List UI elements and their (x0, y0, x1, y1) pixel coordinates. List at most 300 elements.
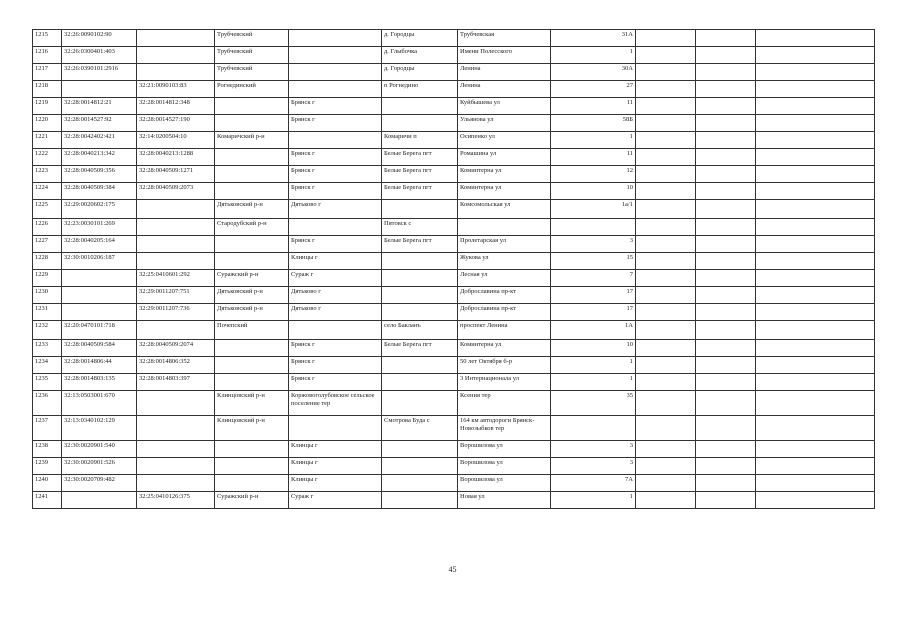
cell-empty (696, 416, 756, 441)
cell-empty (696, 458, 756, 475)
page-number: 45 (448, 565, 457, 574)
cell-city (289, 132, 382, 149)
cell-settlement: Белые Берега пгт (382, 183, 458, 200)
cell-settlement (382, 374, 458, 391)
cell-region: Дятьковский р-н (215, 287, 289, 304)
cell-num: 1233 (33, 340, 62, 357)
cell-street: Осипенко ул (458, 132, 551, 149)
cell-empty (756, 183, 875, 200)
table-row (33, 253, 875, 270)
cell-city: Клинцы г (289, 475, 382, 492)
cell-region: Трубчевский (215, 64, 289, 81)
cell-empty (636, 374, 696, 391)
cell-empty (696, 321, 756, 340)
cell-street: Доброславина пр-кт (458, 304, 551, 321)
cell-empty (636, 183, 696, 200)
cell-cad1: 32:13:0503001:670 (62, 391, 137, 416)
cell-empty (756, 47, 875, 64)
cell-house: 17 (551, 287, 636, 304)
cell-empty (756, 115, 875, 132)
cell-empty (756, 458, 875, 475)
cell-empty (756, 81, 875, 98)
cell-empty (696, 357, 756, 374)
cell-cad1: 32:29:0020602:175 (62, 200, 137, 219)
table-row (33, 81, 875, 98)
cell-region (215, 166, 289, 183)
cell-street: Ульянова ул (458, 115, 551, 132)
cell-city: Клинцы г (289, 253, 382, 270)
cell-cad1: 32:28:0042402:421 (62, 132, 137, 149)
cell-cad2: 32:28:0040509:2073 (137, 183, 215, 200)
table-row (33, 287, 875, 304)
cell-cad2: 32:28:0014803:397 (137, 374, 215, 391)
cell-empty (696, 374, 756, 391)
cell-house: 3 (551, 236, 636, 253)
table-row (33, 357, 875, 374)
cell-region: Дятьковский р-н (215, 200, 289, 219)
cell-settlement (382, 253, 458, 270)
cell-cad1: 32:30:0010206:187 (62, 253, 137, 270)
cell-street: Комсомольская ул (458, 200, 551, 219)
cell-street: Коминтерна ул (458, 166, 551, 183)
cell-cad1 (62, 304, 137, 321)
cell-house: 1 (551, 492, 636, 509)
cell-empty (696, 98, 756, 115)
cell-empty (696, 200, 756, 219)
cell-cad1: 32:26:0300401:403 (62, 47, 137, 64)
cell-city (289, 47, 382, 64)
cell-empty (696, 270, 756, 287)
cell-settlement (382, 492, 458, 509)
cell-cad2: 32:28:0040509:2074 (137, 340, 215, 357)
cell-cad1: 32:30:0020901:540 (62, 441, 137, 458)
cell-house: 27 (551, 81, 636, 98)
cell-cad2: 32:28:0014806:352 (137, 357, 215, 374)
cell-settlement (382, 287, 458, 304)
cell-empty (636, 340, 696, 357)
cell-empty (756, 149, 875, 166)
cell-cad2 (137, 441, 215, 458)
cell-cad2: 32:14:0200504:10 (137, 132, 215, 149)
cell-empty (756, 98, 875, 115)
cell-empty (636, 132, 696, 149)
table-row (33, 458, 875, 475)
table-row (33, 166, 875, 183)
table-row (33, 321, 875, 340)
cell-empty (756, 219, 875, 236)
cell-empty (756, 391, 875, 416)
cell-settlement: Пятовск с (382, 219, 458, 236)
cell-empty (636, 253, 696, 270)
cell-empty (756, 475, 875, 492)
cell-settlement (382, 458, 458, 475)
cell-street: Пролетарская ул (458, 236, 551, 253)
cell-empty (756, 492, 875, 509)
cell-house: 10 (551, 340, 636, 357)
table-row (33, 98, 875, 115)
cell-empty (756, 287, 875, 304)
cell-empty (756, 64, 875, 81)
cell-city (289, 416, 382, 441)
cell-city: Брянск г (289, 374, 382, 391)
cell-empty (696, 219, 756, 236)
cell-num: 1218 (33, 81, 62, 98)
cell-region (215, 357, 289, 374)
cell-house: 11 (551, 149, 636, 166)
cell-cad1: 32:28:0014812:21 (62, 98, 137, 115)
table-row (33, 47, 875, 64)
cell-empty (756, 357, 875, 374)
cell-house: 11 (551, 98, 636, 115)
cell-city (289, 81, 382, 98)
cell-empty (636, 81, 696, 98)
cell-empty (696, 441, 756, 458)
cell-settlement: село Бакланъ (382, 321, 458, 340)
cell-empty (756, 132, 875, 149)
cell-empty (696, 236, 756, 253)
cell-empty (696, 253, 756, 270)
cell-cad2: 32:25:0410126:375 (137, 492, 215, 509)
cell-house: 31А (551, 30, 636, 47)
cell-city: Дятьково г (289, 200, 382, 219)
cell-empty (696, 287, 756, 304)
cell-street: Трубчевская (458, 30, 551, 47)
cell-num: 1220 (33, 115, 62, 132)
cell-region (215, 98, 289, 115)
cell-empty (636, 391, 696, 416)
cell-empty (696, 183, 756, 200)
cell-cad2 (137, 47, 215, 64)
cell-cad2 (137, 475, 215, 492)
cell-region: Рогнединский (215, 81, 289, 98)
cell-empty (636, 47, 696, 64)
table-row (33, 219, 875, 236)
cell-cad2 (137, 253, 215, 270)
cell-num: 1227 (33, 236, 62, 253)
cell-settlement: Белые Берега пгт (382, 236, 458, 253)
cell-house: 3 (551, 458, 636, 475)
cell-house: 7 (551, 270, 636, 287)
cell-cad1: 32:13:0340102:129 (62, 416, 137, 441)
cell-cad1: 32:30:0020901:526 (62, 458, 137, 475)
cell-num: 1224 (33, 183, 62, 200)
cell-num: 1240 (33, 475, 62, 492)
cell-region: Трубчевский (215, 47, 289, 64)
cell-cad1: 32:26:0390101:2916 (62, 64, 137, 81)
cell-cad2: 32:29:0011207:736 (137, 304, 215, 321)
cell-settlement (382, 304, 458, 321)
cell-region: Клинцовский р-н (215, 416, 289, 441)
cell-cad1 (62, 81, 137, 98)
table-row (33, 374, 875, 391)
cell-settlement (382, 475, 458, 492)
cell-street: Лесная ул (458, 270, 551, 287)
cell-cad1: 32:20:0470101:718 (62, 321, 137, 340)
cell-empty (756, 340, 875, 357)
cell-empty (696, 81, 756, 98)
cell-empty (696, 166, 756, 183)
table-row (33, 64, 875, 81)
cell-region (215, 475, 289, 492)
cell-empty (636, 304, 696, 321)
cell-empty (756, 304, 875, 321)
cell-house (551, 219, 636, 236)
cell-house: 1 (551, 132, 636, 149)
cell-empty (756, 236, 875, 253)
table-row (33, 441, 875, 458)
cell-num: 1226 (33, 219, 62, 236)
cell-region: Стародубский р-н (215, 219, 289, 236)
cell-cad2 (137, 200, 215, 219)
cell-empty (636, 357, 696, 374)
cell-empty (636, 270, 696, 287)
table-body (33, 30, 875, 509)
cell-empty (636, 492, 696, 509)
cell-house: 30А (551, 64, 636, 81)
cell-city: Брянск г (289, 183, 382, 200)
table-row (33, 132, 875, 149)
cell-empty (636, 30, 696, 47)
cell-region (215, 253, 289, 270)
cell-city: Брянск г (289, 340, 382, 357)
cell-cad2: 32:28:0040509:1271 (137, 166, 215, 183)
cell-street: Ксения тер (458, 391, 551, 416)
cell-num: 1239 (33, 458, 62, 475)
cell-region (215, 183, 289, 200)
cell-region (215, 458, 289, 475)
cell-empty (756, 321, 875, 340)
cell-house: 1 (551, 374, 636, 391)
cell-empty (696, 47, 756, 64)
cell-empty (636, 166, 696, 183)
cell-street (458, 219, 551, 236)
table-row (33, 492, 875, 509)
cell-empty (636, 458, 696, 475)
table-row (33, 200, 875, 219)
cell-settlement (382, 115, 458, 132)
cell-empty (696, 30, 756, 47)
cell-cad2 (137, 391, 215, 416)
cell-street: Имени Полесского (458, 47, 551, 64)
cell-cad1 (62, 287, 137, 304)
cell-street: Ленина (458, 81, 551, 98)
cell-cad1: 32:28:0014527:92 (62, 115, 137, 132)
cell-empty (696, 149, 756, 166)
cell-city: Клинцы г (289, 441, 382, 458)
cell-empty (636, 115, 696, 132)
table-row (33, 304, 875, 321)
cell-street: 164 км автодороги Брянск-Новозыбков тер (458, 416, 551, 441)
cell-empty (756, 416, 875, 441)
cell-num: 1217 (33, 64, 62, 81)
table-row (33, 270, 875, 287)
cell-city: Клинцы г (289, 458, 382, 475)
cell-region (215, 374, 289, 391)
cell-cad1: 32:28:0040213:342 (62, 149, 137, 166)
cell-empty (636, 236, 696, 253)
table-row (33, 340, 875, 357)
cell-cad1 (62, 492, 137, 509)
cell-city: Дятьково г (289, 304, 382, 321)
table-row (33, 115, 875, 132)
cell-num: 1230 (33, 287, 62, 304)
cell-city (289, 219, 382, 236)
cell-house (551, 416, 636, 441)
cell-region: Трубчевский (215, 30, 289, 47)
cell-cad1: 32:28:0040509:384 (62, 183, 137, 200)
cell-empty (636, 219, 696, 236)
cell-settlement: Комаричи п (382, 132, 458, 149)
cell-num: 1237 (33, 416, 62, 441)
cell-region: Суражский р-н (215, 270, 289, 287)
cell-empty (636, 98, 696, 115)
registry-table (32, 29, 875, 509)
cell-num: 1223 (33, 166, 62, 183)
cell-cad2 (137, 236, 215, 253)
cell-settlement (382, 391, 458, 416)
cell-city: Брянск г (289, 115, 382, 132)
cell-empty (756, 441, 875, 458)
cell-street: Ворошилова ул (458, 475, 551, 492)
cell-empty (756, 270, 875, 287)
cell-settlement: д. Городцы (382, 64, 458, 81)
cell-empty (636, 287, 696, 304)
cell-street: Жукова ул (458, 253, 551, 270)
cell-street: Ворошилова ул (458, 458, 551, 475)
cell-cad2 (137, 64, 215, 81)
cell-house: 17 (551, 304, 636, 321)
table-row (33, 391, 875, 416)
cell-house: 7А (551, 475, 636, 492)
cell-num: 1241 (33, 492, 62, 509)
cell-settlement (382, 200, 458, 219)
cell-empty (696, 304, 756, 321)
cell-cad2 (137, 416, 215, 441)
cell-city: Коржовоголубовское сельское поселение тер (289, 391, 382, 416)
cell-cad1: 32:28:0040205:164 (62, 236, 137, 253)
cell-settlement (382, 270, 458, 287)
table-row (33, 416, 875, 441)
cell-settlement: Смотрова Буда с (382, 416, 458, 441)
cell-street: Куйбышева ул (458, 98, 551, 115)
cell-cad1: 32:30:0020709:482 (62, 475, 137, 492)
cell-cad2 (137, 458, 215, 475)
cell-num: 1238 (33, 441, 62, 458)
cell-num: 1225 (33, 200, 62, 219)
registry-sheet (32, 29, 874, 509)
cell-empty (756, 30, 875, 47)
cell-cad1: 32:28:0040509:584 (62, 340, 137, 357)
cell-num: 1219 (33, 98, 62, 115)
cell-cad2: 32:25:0410601:292 (137, 270, 215, 287)
cell-city: Сураж г (289, 270, 382, 287)
table-row (33, 475, 875, 492)
cell-region (215, 236, 289, 253)
cell-settlement: Белые Берега пгт (382, 149, 458, 166)
cell-num: 1222 (33, 149, 62, 166)
cell-num: 1234 (33, 357, 62, 374)
cell-house: 1 (551, 357, 636, 374)
cell-house: 58Б (551, 115, 636, 132)
cell-region: Почепский (215, 321, 289, 340)
cell-house: 15 (551, 253, 636, 270)
cell-settlement (382, 441, 458, 458)
cell-region: Клинцовский р-н (215, 391, 289, 416)
cell-city (289, 321, 382, 340)
cell-empty (636, 441, 696, 458)
cell-settlement: д. Городцы (382, 30, 458, 47)
cell-city: Брянск г (289, 236, 382, 253)
cell-house: 1а/1 (551, 200, 636, 219)
cell-cad1: 32:28:0014806:44 (62, 357, 137, 374)
cell-street: 50 лет Октября б-р (458, 357, 551, 374)
cell-region (215, 115, 289, 132)
cell-num: 1215 (33, 30, 62, 47)
cell-empty (696, 391, 756, 416)
cell-empty (696, 492, 756, 509)
cell-city: Брянск г (289, 98, 382, 115)
cell-cad2: 32:28:0014527:190 (137, 115, 215, 132)
cell-street: Ворошилова ул (458, 441, 551, 458)
cell-house: 35 (551, 391, 636, 416)
cell-cad2: 32:21:0090103:83 (137, 81, 215, 98)
cell-region (215, 149, 289, 166)
cell-num: 1231 (33, 304, 62, 321)
cell-street: Доброславина пр-кт (458, 287, 551, 304)
cell-cad2: 32:29:0011207:751 (137, 287, 215, 304)
cell-empty (636, 200, 696, 219)
cell-empty (636, 64, 696, 81)
cell-street: Коминтерна ул (458, 183, 551, 200)
cell-street: 3 Интернационала ул (458, 374, 551, 391)
cell-empty (756, 253, 875, 270)
cell-num: 1232 (33, 321, 62, 340)
cell-empty (636, 475, 696, 492)
cell-num: 1236 (33, 391, 62, 416)
cell-cad1: 32:23:0030101:269 (62, 219, 137, 236)
cell-region: Дятьковский р-н (215, 304, 289, 321)
cell-cad1: 32:28:0040509:356 (62, 166, 137, 183)
cell-house: 1 (551, 47, 636, 64)
cell-street: Новая ул (458, 492, 551, 509)
cell-settlement: Белые Берега пгт (382, 340, 458, 357)
cell-city: Сураж г (289, 492, 382, 509)
cell-num: 1228 (33, 253, 62, 270)
cell-settlement: Белые Берега пгт (382, 166, 458, 183)
cell-empty (696, 132, 756, 149)
cell-city (289, 30, 382, 47)
cell-street: Коминтерна ул (458, 340, 551, 357)
cell-city: Дятьково г (289, 287, 382, 304)
cell-street: Ленина (458, 64, 551, 81)
cell-num: 1235 (33, 374, 62, 391)
table-row (33, 149, 875, 166)
table-row (33, 30, 875, 47)
cell-house: 10 (551, 183, 636, 200)
cell-settlement: п Рогнедино (382, 81, 458, 98)
cell-region (215, 340, 289, 357)
cell-empty (636, 321, 696, 340)
cell-street: проспект Ленина (458, 321, 551, 340)
cell-cad2: 32:28:0014812:348 (137, 98, 215, 115)
cell-empty (756, 374, 875, 391)
cell-city: Брянск г (289, 149, 382, 166)
cell-num: 1216 (33, 47, 62, 64)
cell-empty (636, 416, 696, 441)
cell-empty (756, 166, 875, 183)
cell-cad2 (137, 30, 215, 47)
cell-house: 3 (551, 441, 636, 458)
